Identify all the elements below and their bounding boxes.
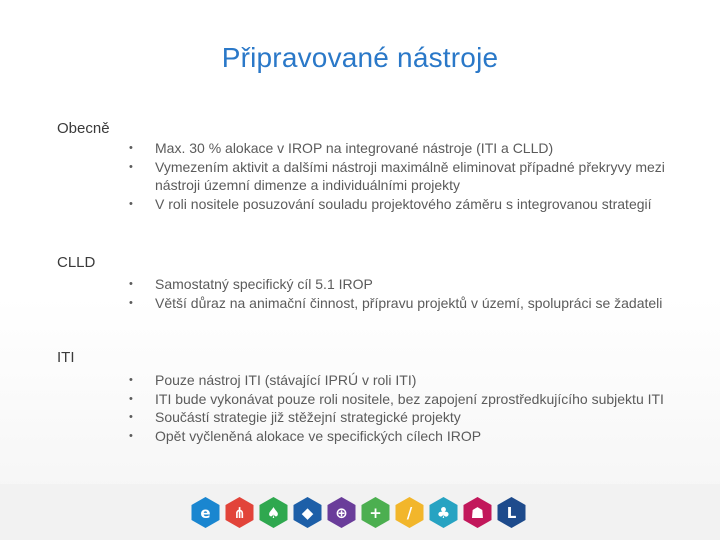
network-icon <box>224 496 255 529</box>
slide-title: Připravované nástroje <box>221 42 499 73</box>
bullet-dot-icon: • <box>129 429 133 442</box>
shield-icon <box>292 496 323 529</box>
bullet-dot-icon: • <box>129 142 133 154</box>
svg-text:L: L <box>506 504 517 522</box>
e-letter-icon <box>190 496 221 529</box>
medical-icon <box>326 496 357 529</box>
bullet-list-obecne <box>118 139 678 213</box>
bullet-text: Součástí strategie již stěžejní strategické projekty <box>155 409 461 425</box>
bullet-dot-icon: • <box>129 296 133 309</box>
svg-text:◆: ◆ <box>301 504 314 522</box>
bullet-list-clld <box>118 275 678 312</box>
bullet-text: Vymezením aktivit a dalšími nástroji maximálně eliminovat případné překryvy mezi nástroji územní dimenze a individuálními projekty <box>155 158 665 193</box>
bullet-item <box>118 294 678 313</box>
svg-text:☗: ☗ <box>470 504 485 522</box>
bullet-item <box>118 158 678 195</box>
svg-text:♣: ♣ <box>436 504 451 522</box>
people-icon <box>462 496 493 529</box>
bullet-item <box>118 390 678 409</box>
bullet-text: Větší důraz na animační činnost, přípravu projektů v území, spolupráci se žadateli <box>155 294 663 311</box>
section-label-iti: ITI <box>57 349 75 366</box>
bullet-text: V roli nositele posuzování souladu projektového záměru s integrovanou strategií <box>155 195 652 212</box>
bullet-list-iti <box>118 371 678 445</box>
bullet-dot-icon: • <box>129 278 133 290</box>
bullet-item <box>118 195 678 214</box>
bullet-text: Opět vyčleněná alokace ve specifických cílech IROP <box>155 427 482 444</box>
bullet-dot-icon: • <box>129 411 133 423</box>
bullet-item <box>118 139 678 158</box>
bullet-text: Pouze nástroj ITI (stávající IPRÚ v roli ITI) <box>155 372 417 388</box>
svg-text:e: e <box>200 504 211 522</box>
bullet-item <box>118 371 678 390</box>
section-label-obecne: Obecně <box>57 120 110 137</box>
bullet-item <box>118 427 678 446</box>
svg-text:♠: ♠ <box>266 504 281 522</box>
building-icon <box>496 496 527 529</box>
section-label-clld: CLLD <box>57 254 96 271</box>
education-icon <box>428 496 459 529</box>
svg-text:⊕: ⊕ <box>335 504 348 522</box>
bullet-text: Samostatný specifický cíl 5.1 IROP <box>155 276 373 292</box>
svg-text:⋔: ⋔ <box>233 504 246 522</box>
footer-icon-row <box>190 496 527 529</box>
bullet-dot-icon: • <box>129 197 133 210</box>
bullet-item <box>118 408 678 427</box>
svg-text:/: / <box>406 504 413 522</box>
bullet-dot-icon: • <box>129 374 133 386</box>
bullet-text: Max. 30 % alokace v IROP na integrované nástroje (ITI a CLLD) <box>155 140 554 156</box>
tools-icon <box>394 496 425 529</box>
bullet-item <box>118 275 678 294</box>
bullet-dot-icon: • <box>129 392 133 405</box>
leaf-icon <box>258 496 289 529</box>
plus-icon <box>360 496 391 529</box>
svg-text:+: + <box>369 504 382 522</box>
bullet-text: ITI bude vykonávat pouze roli nositele, bez zapojení zprostředkujícího subjektu ITI <box>155 390 664 407</box>
bullet-dot-icon: • <box>129 160 133 173</box>
